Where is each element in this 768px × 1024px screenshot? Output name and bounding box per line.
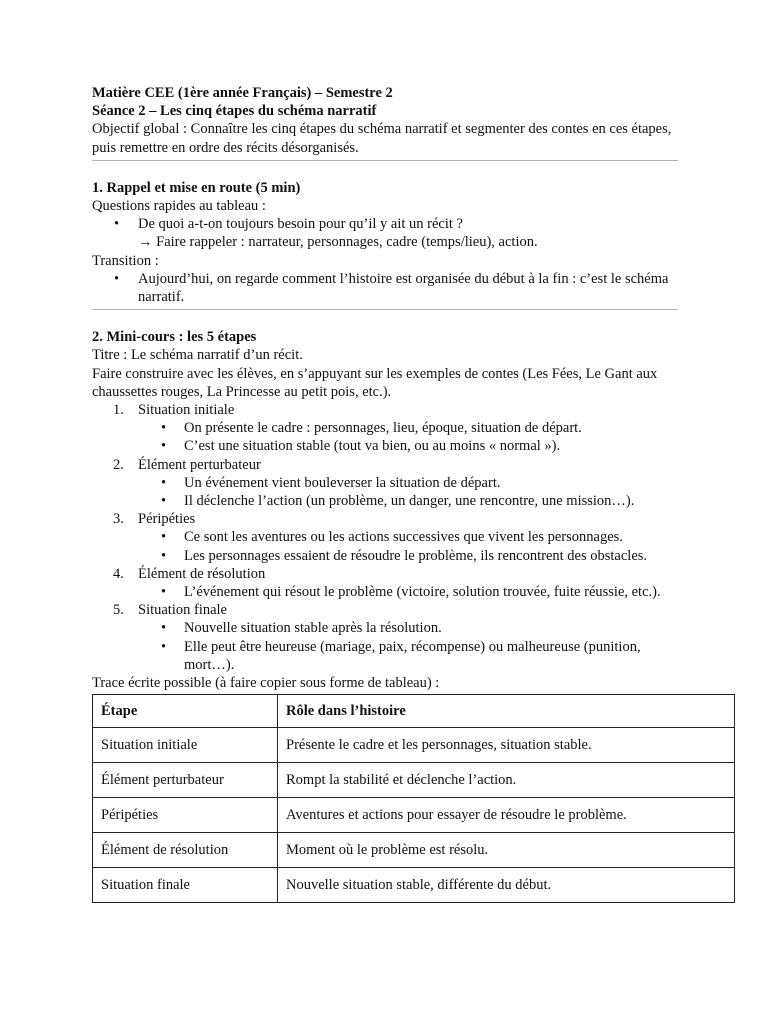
section-2-subtitle: Titre : Le schéma narratif d’un récit. [92, 347, 303, 364]
table-cell: Situation finale [93, 868, 278, 903]
section-2-title: 2. Mini-cours : les 5 étapes [92, 329, 257, 346]
table-cell: Moment où le problème est résolu. [278, 833, 735, 868]
step-point: • On présente le cadre : personnages, lieu, époque, situation de départ. [138, 419, 678, 437]
step-points [138, 474, 678, 510]
table-cell: Rompt la stabilité et déclenche l’action. [278, 763, 735, 798]
step-point: • C’est une situation stable (tout va bien, ou au moins « normal »). [138, 437, 678, 455]
table-header-row [93, 695, 735, 728]
step-item [92, 510, 678, 565]
step-number: 2. [113, 456, 124, 473]
table-header-cell: Étape [93, 695, 278, 728]
divider [92, 309, 678, 310]
transition-label: Transition : [92, 252, 159, 269]
step-point: • Ce sont les aventures ou les actions successives que vivent les personnages. [138, 528, 678, 546]
step-label: Péripéties [138, 511, 196, 528]
step-number: 1. [113, 402, 124, 419]
step-point: • Elle peut être heureuse (mariage, paix, récompense) ou malheureuse (punition, mort…). [138, 638, 678, 674]
section-1-intro: Questions rapides au tableau : [92, 198, 266, 215]
recap-table [92, 694, 735, 903]
step-label: Élément perturbateur [138, 456, 261, 473]
session-title: Séance 2 – Les cinq étapes du schéma narratif [92, 103, 377, 120]
step-point: • Les personnages essaient de résoudre le problème, ils rencontrent des obstacles. [138, 547, 678, 565]
document-page [92, 84, 678, 903]
table-cell: Nouvelle situation stable, différente du début. [278, 868, 735, 903]
recall-arrow-line: → Faire rappeler : narrateur, personnages, cadre (temps/lieu), action. [138, 234, 538, 251]
section-2-intro: Faire construire avec les élèves, en s’appuyant sur les exemples de contes (Les Fées, Le Gant aux chaussettes rouges, La Princesse au petit pois, etc.). [92, 365, 658, 400]
table-row [93, 763, 735, 798]
step-item [92, 601, 678, 674]
step-points [138, 528, 678, 564]
divider [92, 160, 678, 161]
step-label: Élément de résolution [138, 565, 266, 582]
step-label: Situation initiale [138, 402, 235, 419]
subject-line: Matière CEE (1ère année Français) – Semestre 2 [92, 85, 393, 101]
step-number: 5. [113, 602, 124, 619]
narrative-steps-list [92, 401, 678, 674]
step-point: • Il déclenche l’action (un problème, un danger, une rencontre, une mission…). [138, 492, 678, 510]
table-row [93, 798, 735, 833]
table-row [93, 728, 735, 763]
table-row [93, 868, 735, 903]
step-label: Situation finale [138, 602, 227, 619]
step-point: • Nouvelle situation stable après la résolution. [138, 619, 678, 637]
table-cell: Élément perturbateur [93, 763, 278, 798]
transition-item: • Aujourd’hui, on regarde comment l’histoire est organisée du début à la fin : c’est le schéma narratif. [92, 270, 678, 306]
step-number: 4. [113, 565, 124, 582]
table-cell: Présente le cadre et les personnages, situation stable. [278, 728, 735, 763]
step-point: • L’événement qui résout le problème (victoire, solution trouvée, fuite réussie, etc.). [138, 583, 678, 601]
step-number: 3. [113, 511, 124, 528]
table-cell: Péripéties [93, 798, 278, 833]
step-points [138, 619, 678, 674]
question-item: • De quoi a-t-on toujours besoin pour qu’il y ait un récit ? [92, 215, 678, 233]
section-1-title: 1. Rappel et mise en route (5 min) [92, 179, 301, 196]
table-row [93, 833, 735, 868]
objective-text: Objectif global : Connaître les cinq étapes du schéma narratif et segmenter des contes en ces étapes, puis remettre en ordre des récits désorganisés. [92, 121, 672, 156]
step-point: • Un événement vient bouleverser la situation de départ. [138, 474, 678, 492]
step-points [138, 419, 678, 455]
table-cell: Élément de résolution [93, 833, 278, 868]
step-item [92, 401, 678, 456]
table-cell: Situation initiale [93, 728, 278, 763]
step-points [138, 583, 678, 601]
transition-list [92, 270, 678, 306]
trace-intro: Trace écrite possible (à faire copier sous forme de tableau) : [92, 675, 440, 692]
table-header-cell: Rôle dans l’histoire [278, 695, 735, 728]
table-cell: Aventures et actions pour essayer de résoudre le problème. [278, 798, 735, 833]
question-list [92, 215, 678, 233]
step-item [92, 456, 678, 511]
step-item [92, 565, 678, 601]
